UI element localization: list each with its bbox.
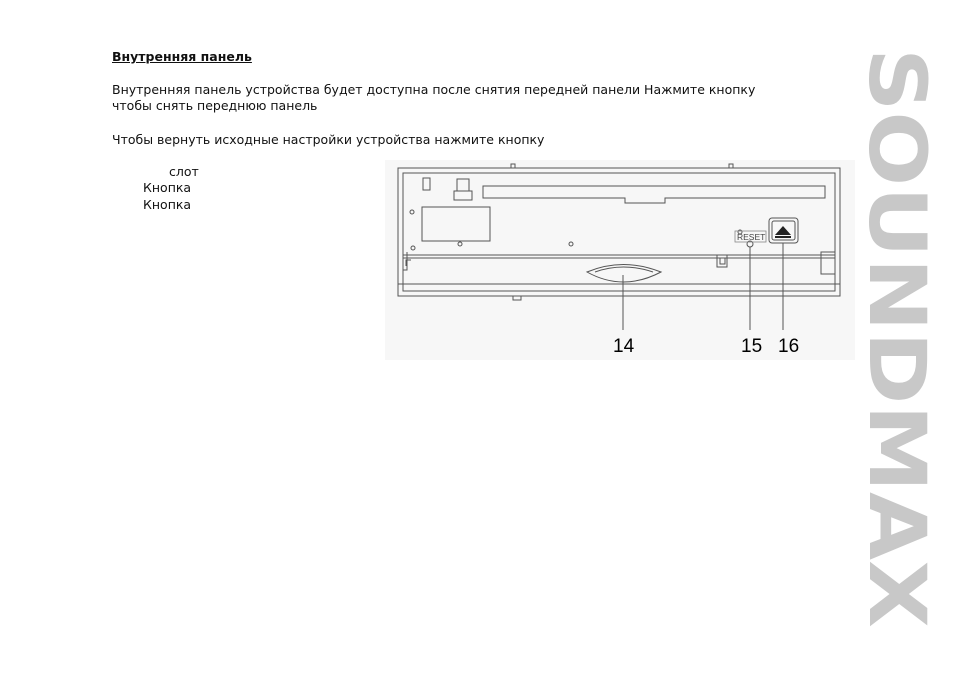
paragraph-line: Внутренняя панель устройства будет доступна после снятия передней панели Нажмите кнопку [112,82,756,97]
brand-name: SOUNDMAX [851,48,941,562]
callout-14: 14 [613,336,635,357]
inner-panel-illustration [385,160,855,360]
callout-16: 16 [778,336,800,357]
legend-item-reset-button: Кнопка [143,180,192,195]
paragraph-reset: Чтобы вернуть исходные настройки устройства нажмите кнопку [112,132,545,147]
paragraph-line: чтобы снять переднюю панель [112,98,318,113]
legend-item-eject-button: Кнопка [143,197,192,212]
brand-logo [851,48,941,628]
callout-15: 15 [741,336,763,357]
reset-label: RESET [737,232,766,242]
section-heading: Внутренняя панель [112,49,252,64]
legend-item-slot: слот [169,164,199,179]
